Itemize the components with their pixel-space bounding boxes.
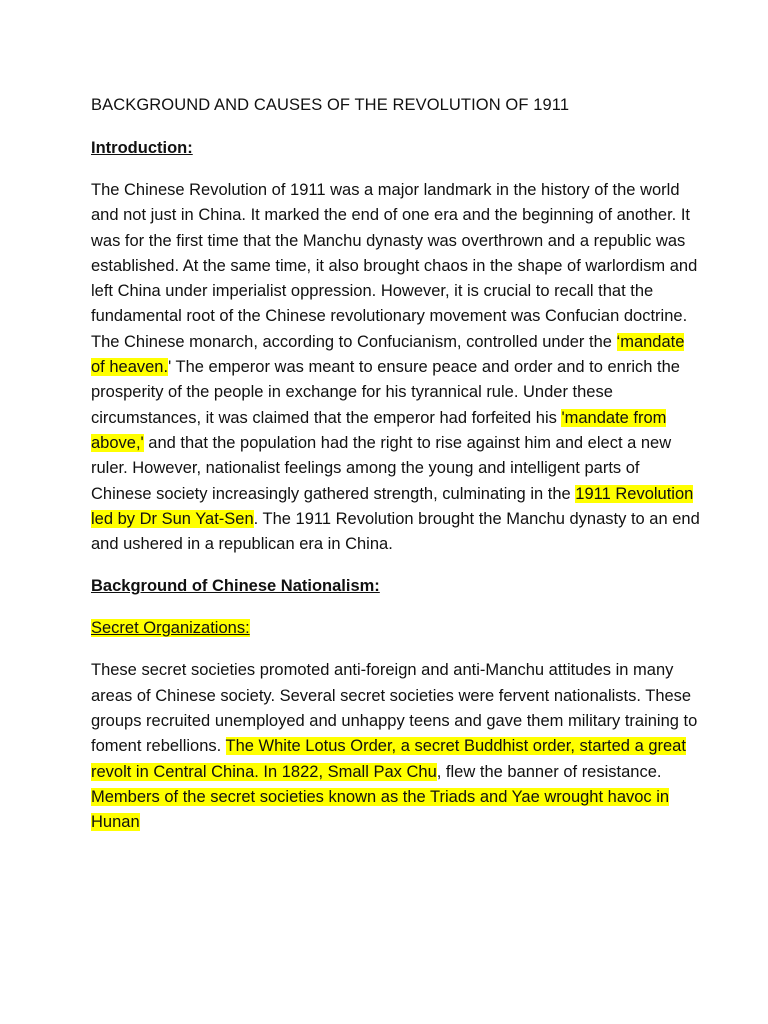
highlighted-text: 'mandate from above,' — [91, 408, 667, 452]
highlighted-text: The White Lotus Order, a secret Buddhist order, started a great revolt in Central China. In 1822, Small Pax Chu — [91, 737, 686, 781]
document-title: BACKGROUND AND CAUSES OF THE REVOLUTION OF 1911 — [91, 96, 570, 114]
text-run: These secret societies promoted anti-foreign and anti-Manchu attitudes in many areas of Chinese society. Several secret societies were fervent nationalists. These groups recruited unemployed and unhappy teens and gave them military training to foment rebellions. — [91, 661, 698, 756]
highlighted-heading-text: Secret Organizations: — [91, 619, 250, 638]
document-page — [91, 93, 701, 853]
highlighted-text: Members of the secret societies known as the Triads and Yae wrought havoc in Hunan — [91, 787, 670, 832]
text-run: The Chinese Revolution of 1911 was a major landmark in the history of the world and not just in China. It marked the end of one era and the beginning of another. It was for the first time that the Manchu dynasty was overthrown and a republic was established. At the same time, it also brought chaos in the shape of warlordism and left China under imperialist oppression. However, it is crucial to recall that the fundamental root of the Chinese revolutionary movement was Confucian doctrine. The Chinese monarch, according to Confucianism, controlled under the — [91, 181, 698, 351]
secret-organizations-heading — [91, 616, 701, 641]
secret-organizations-paragraph — [91, 658, 701, 835]
introduction-paragraph — [91, 178, 701, 557]
text-run: and that the population had the right to rise against him and elect a new ruler. However, nationalist feelings among the young and intelligent parts of Chinese society increasingly gathered strength, culminating in the — [91, 433, 672, 503]
highlighted-text: ‘mandate of heaven. — [91, 332, 685, 377]
text-run: . The 1911 Revolution brought the Manchu dynasty to an end and ushered in a republican era in China. — [91, 509, 700, 554]
text-run: ' The emperor was meant to ensure peace and order and to enrich the prosperity of the people in exchange for his tyrannical rule. Under these circumstances, it was claimed that the emperor had forfeited his — [91, 358, 680, 427]
text-run: , flew the banner of resistance. — [436, 762, 662, 781]
nationalism-heading: Background of Chinese Nationalism: — [91, 577, 380, 596]
introduction-heading: Introduction: — [91, 139, 193, 157]
highlighted-text: 1911 Revolution led by Dr Sun Yat-Sen — [91, 484, 694, 528]
